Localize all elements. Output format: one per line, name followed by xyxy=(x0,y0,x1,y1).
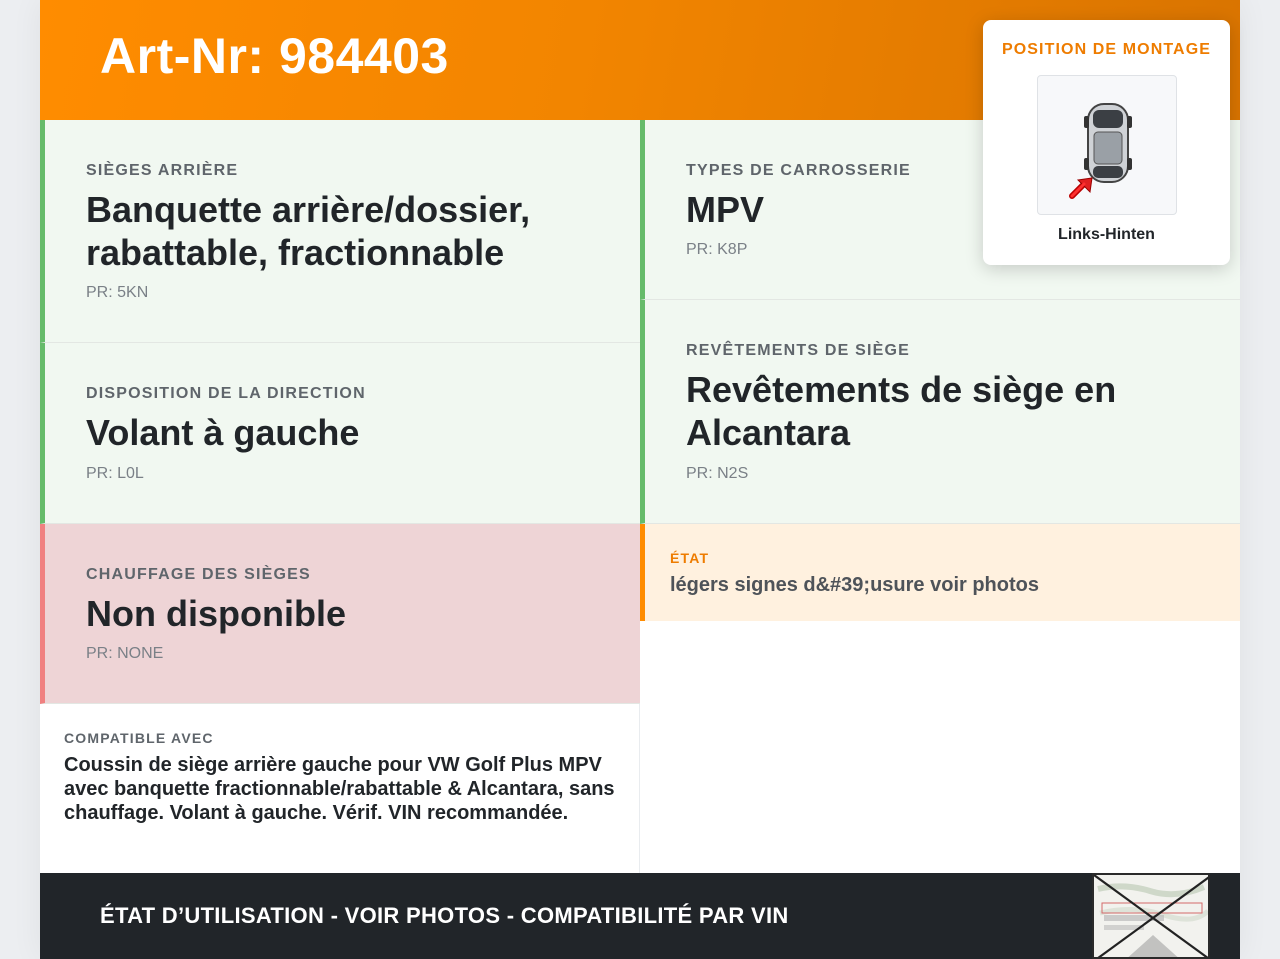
mount-position-image xyxy=(1037,75,1177,215)
condition-text: légers signes d&#39;usure voir photos xyxy=(670,574,1039,596)
field-value: Volant à gauche xyxy=(86,412,360,453)
stamp-graphic xyxy=(1094,875,1210,959)
field-label: SIÈGES ARRIÈRE xyxy=(86,162,239,179)
field-steering xyxy=(40,343,640,524)
field-value: Revêtements de siège en Alcantara xyxy=(686,369,1117,453)
field-pr-code: PR: N2S xyxy=(686,465,749,482)
field-pr-code: PR: NONE xyxy=(86,645,164,662)
compatible-with-section xyxy=(40,704,640,873)
field-pr-code: PR: L0L xyxy=(86,465,144,482)
compatible-label: COMPATIBLE AVEC xyxy=(64,730,214,746)
article-number-title: Art-Nr: 984403 xyxy=(100,28,449,84)
car-top-view-icon xyxy=(1038,76,1178,216)
field-seat-heating xyxy=(40,524,640,704)
field-value: MPV xyxy=(686,189,765,230)
red-arrow-icon xyxy=(1072,178,1092,196)
condition-label: ÉTAT xyxy=(670,550,710,566)
footer-text: ÉTAT D’UTILISATION - VOIR PHOTOS - COMPATIBILITÉ PAR VIN xyxy=(100,903,789,928)
field-label: REVÊTEMENTS DE SIÈGE xyxy=(686,342,911,359)
registration-document-stamp xyxy=(1092,873,1210,959)
field-rear-seats xyxy=(40,120,640,343)
mount-position-caption: Links-Hinten xyxy=(1058,226,1155,243)
field-pr-code: PR: K8P xyxy=(686,241,748,258)
field-seat-covers xyxy=(640,300,1240,524)
field-value: Banquette arrière/dossier, rabattable, fractionnable xyxy=(86,189,531,273)
condition-box xyxy=(640,524,1240,621)
mount-position-card xyxy=(983,20,1230,265)
field-label: TYPES DE CARROSSERIE xyxy=(686,162,911,179)
footer-bar xyxy=(40,873,1240,959)
mount-position-title: POSITION DE MONTAGE xyxy=(1001,41,1212,58)
field-pr-code: PR: 5KN xyxy=(86,284,149,301)
field-label: DISPOSITION DE LA DIRECTION xyxy=(86,385,366,402)
field-value: Non disponible xyxy=(86,593,346,634)
compatible-text: Coussin de siège arrière gauche pour VW Golf Plus MPV avec banquette fractionnable/rabattable & Alcantara, sans chauffage. Volant à gauche. Vérif. VIN recommandée. xyxy=(64,754,615,824)
field-label: CHAUFFAGE DES SIÈGES xyxy=(86,566,311,583)
